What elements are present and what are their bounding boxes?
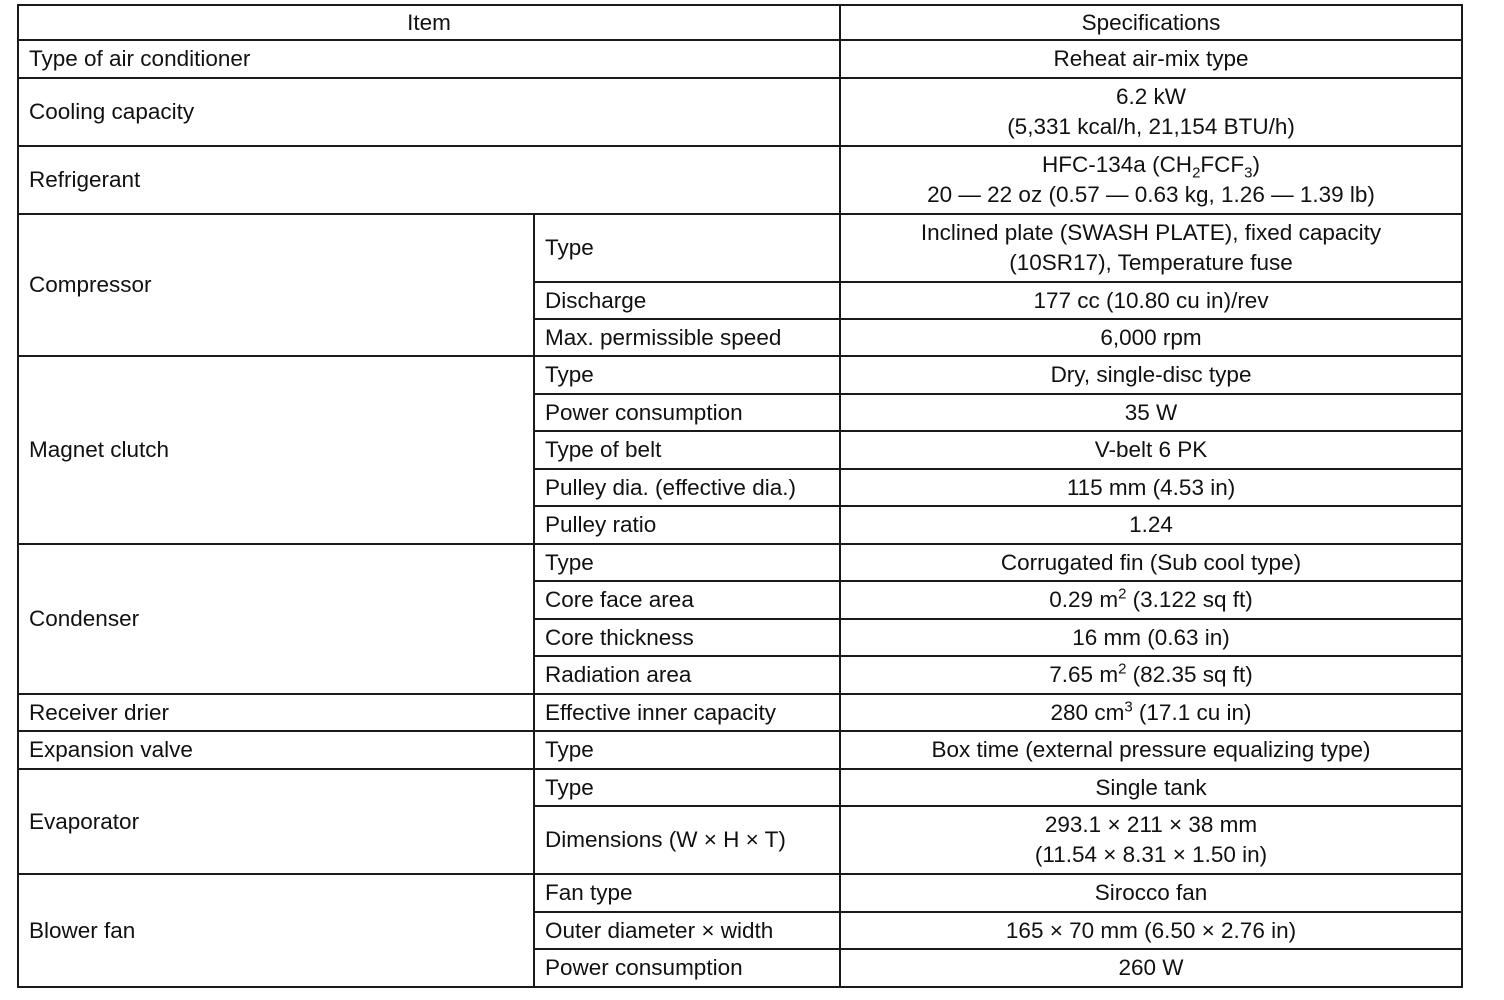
- sub-label-pulley-ratio: Pulley ratio: [534, 506, 840, 544]
- table-row: [18, 356, 1462, 394]
- receiver-suffix: (17.1 cu in): [1132, 699, 1252, 725]
- refrigerant-subscript-1: 2: [1192, 164, 1201, 182]
- table-row: [18, 146, 1462, 214]
- table-row: [18, 78, 1462, 146]
- row-label-blower-fan: Blower fan: [18, 874, 534, 987]
- spec-core-thickness: 16 mm (0.63 in): [840, 619, 1462, 656]
- core-face-superscript: 2: [1118, 585, 1127, 603]
- refrigerant-prefix: HFC-134a (CH: [1042, 152, 1193, 177]
- table-row: [18, 214, 1462, 282]
- spec-compressor-max-speed: 6,000 rpm: [840, 319, 1462, 356]
- refrigerant-mid: FCF: [1200, 152, 1245, 177]
- sub-label-compressor-max-speed: Max. permissible speed: [534, 319, 840, 356]
- refrigerant-suffix: ): [1252, 152, 1260, 177]
- spec-fan-power: 260 W: [840, 949, 1462, 987]
- spec-compressor-type-line2: (10SR17), Temperature fuse: [1009, 250, 1293, 275]
- sub-label-compressor-discharge: Discharge: [534, 282, 840, 319]
- spec-refrigerant-line2: 20 — 22 oz (0.57 — 0.63 kg, 1.26 — 1.39 lb): [927, 182, 1375, 207]
- table-row: [18, 694, 1462, 731]
- table-row: [18, 731, 1462, 769]
- spec-condenser-type: Corrugated fin (Sub cool type): [840, 544, 1462, 581]
- radiation-prefix: 7.65 m: [1049, 662, 1119, 687]
- spec-evaporator-dimensions-line1: 293.1 × 211 × 38 mm: [1044, 812, 1258, 837]
- spec-receiver-drier: [840, 694, 1462, 731]
- core-face-suffix: (3.122 sq ft): [1126, 587, 1253, 612]
- spec-cooling-line2: (5,331 kcal/h, 21,154 BTU/h): [1007, 114, 1295, 139]
- row-label-evaporator: Evaporator: [18, 769, 534, 874]
- sub-label-radiation-area: Radiation area: [534, 656, 840, 694]
- sub-label-fan-type: Fan type: [534, 874, 840, 912]
- spec-fan-type: Sirocco fan: [840, 874, 1462, 912]
- spec-pulley-ratio: 1.24: [840, 506, 1462, 544]
- spec-evaporator-dimensions: [840, 806, 1462, 874]
- sub-label-clutch-type: Type: [534, 356, 840, 394]
- spec-evaporator-dimensions-line2: (11.54 × 8.31 × 1.50 in): [1034, 842, 1268, 867]
- spec-clutch-power: 35 W: [840, 394, 1462, 431]
- core-face-prefix: 0.29 m: [1049, 587, 1119, 612]
- row-label-condenser: Condenser: [18, 544, 534, 694]
- sub-label-evaporator-type: Type: [534, 769, 840, 806]
- sub-label-core-face-area: Core face area: [534, 581, 840, 619]
- spec-clutch-belt: V-belt 6 PK: [840, 431, 1462, 469]
- receiver-prefix: 280 cm: [1050, 699, 1125, 725]
- spec-radiation-area: [840, 656, 1462, 694]
- spec-cooling-line1: 6.2 kW: [1116, 84, 1187, 109]
- table-row: [18, 40, 1462, 78]
- spec-evaporator-type: Single tank: [840, 769, 1462, 806]
- sub-label-clutch-power: Power consumption: [534, 394, 840, 431]
- sub-label-outer-diameter: Outer diameter × width: [534, 912, 840, 949]
- row-label-magnet-clutch: Magnet clutch: [18, 356, 534, 544]
- header-specifications: Specifications: [840, 5, 1462, 40]
- row-label-type-of-air-conditioner: Type of air conditioner: [18, 40, 840, 78]
- sub-label-effective-inner-capacity: Effective inner capacity: [534, 694, 840, 731]
- spec-type-of-air-conditioner: Reheat air-mix type: [840, 40, 1462, 78]
- header-item: Item: [18, 5, 840, 40]
- spec-outer-diameter: 165 × 70 mm (6.50 × 2.76 in): [840, 912, 1462, 949]
- sub-label-fan-power: Power consumption: [534, 949, 840, 987]
- table-row: [18, 769, 1462, 806]
- row-label-receiver-drier: Receiver drier: [18, 694, 534, 731]
- spec-clutch-type: Dry, single-disc type: [840, 356, 1462, 394]
- spec-expansion-valve: Box time (external pressure equalizing type): [840, 731, 1462, 769]
- sub-label-core-thickness: Core thickness: [534, 619, 840, 656]
- sub-label-expansion-type: Type: [534, 731, 840, 769]
- spec-compressor-type-line1: Inclined plate (SWASH PLATE), fixed capacity: [920, 220, 1382, 245]
- radiation-superscript: 2: [1118, 660, 1127, 678]
- row-label-cooling-capacity: Cooling capacity: [18, 78, 840, 146]
- row-label-compressor: Compressor: [18, 214, 534, 356]
- sub-label-clutch-belt: Type of belt: [534, 431, 840, 469]
- spec-refrigerant: [840, 146, 1462, 214]
- spec-compressor-type: [840, 214, 1462, 282]
- spec-refrigerant-line1: [851, 150, 1451, 180]
- refrigerant-subscript-2: 3: [1244, 164, 1253, 182]
- spec-core-face-area: [840, 581, 1462, 619]
- row-label-refrigerant: Refrigerant: [18, 146, 840, 214]
- sub-label-pulley-dia: Pulley dia. (effective dia.): [534, 469, 840, 506]
- sub-label-condenser-type: Type: [534, 544, 840, 581]
- table-row: [18, 874, 1462, 912]
- header-row: [18, 5, 1462, 40]
- radiation-suffix: (82.35 sq ft): [1126, 662, 1253, 687]
- row-label-expansion-valve: Expansion valve: [18, 731, 534, 769]
- specifications-table: [17, 4, 1463, 988]
- spec-cooling-capacity: [840, 78, 1462, 146]
- sub-label-compressor-type: Type: [534, 214, 840, 282]
- sub-label-evaporator-dimensions: Dimensions (W × H × T): [534, 806, 840, 874]
- spec-compressor-discharge: 177 cc (10.80 cu in)/rev: [840, 282, 1462, 319]
- receiver-superscript: 3: [1124, 698, 1133, 715]
- table-row: [18, 544, 1462, 581]
- spec-pulley-dia: 115 mm (4.53 in): [840, 469, 1462, 506]
